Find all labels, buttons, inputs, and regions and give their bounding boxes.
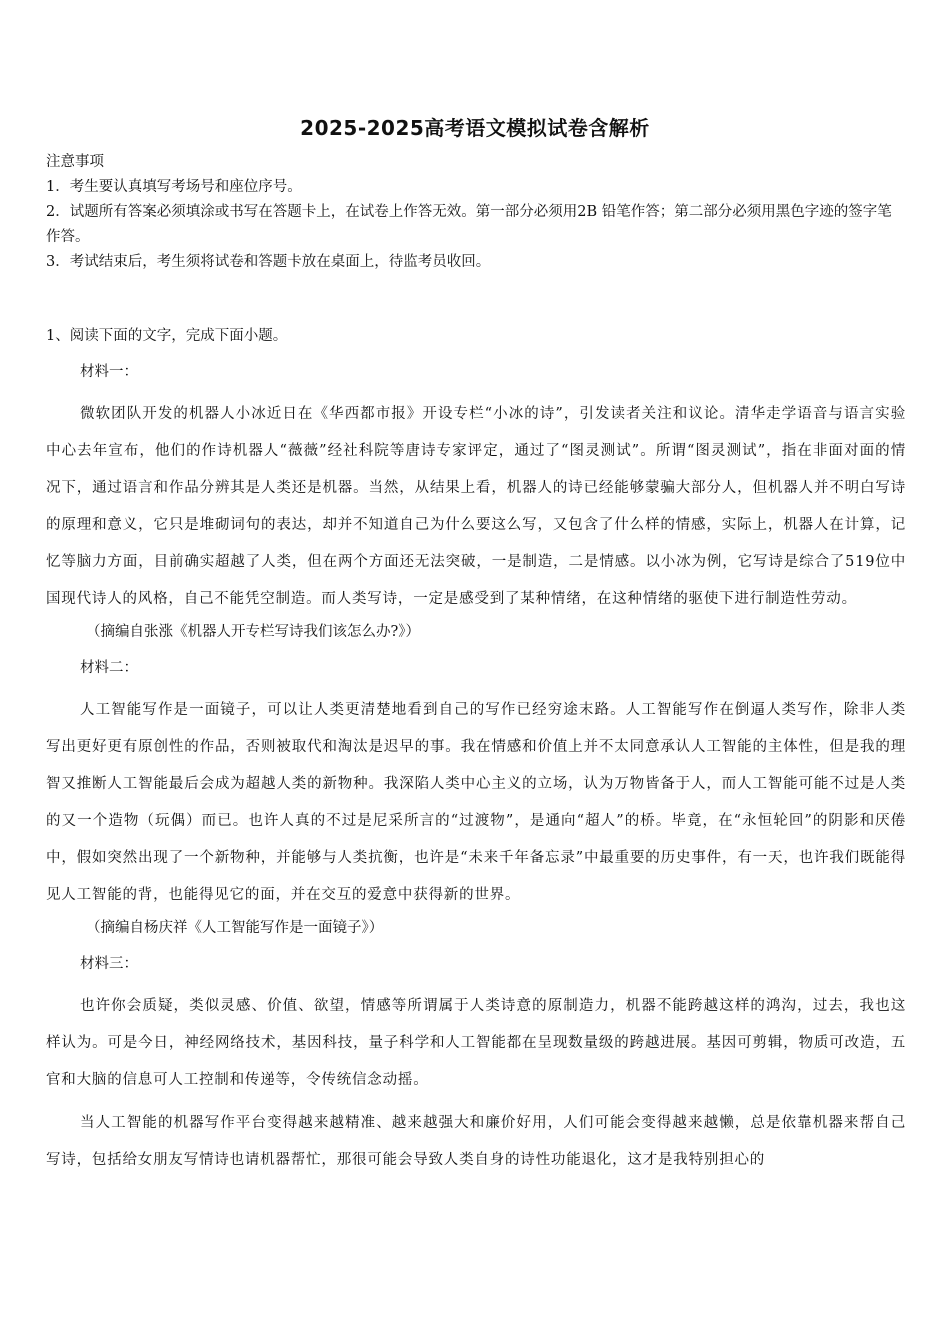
material-2-source: （摘编自杨庆祥《人工智能写作是一面镜子》） [86, 920, 384, 936]
question-intro: 1、阅读下面的文字，完成下面小题。 [46, 328, 288, 344]
notes-section [46, 150, 906, 275]
material-2-paragraph: 人工智能写作是一面镜子，可以让人类更清楚地看到自己的写作已经穷途末路。人工智能写作在倒逼人类写作，除非人类写出更好更有原创性的作品，否则被取代和淘汰是迟早的事。我在情感和价值上并不太同意承认人工智能的主体性，但是我的理智又推断人工智能最后会成为超越人类的新物种。我深陷人类中心主义的立场，认为万物皆备于人，而人工智能可能不过是人类的又一个造物（玩偶）而已。也许人真的不过是尼采所言的“过渡物”，是通向“超人”的桥。毕竟，在“永恒轮回”的阴影和厌倦中，假如突然出现了一个新物种，并能够与人类抗衡，也许是“未来千年备忘录”中最重要的历史事件，有一天，也许我们既能得见人工智能的背，也能得见它的面，并在交互的爱意中获得新的世界。 [46, 702, 906, 903]
material-1-source: （摘编自张涨《机器人开专栏写诗我们该怎么办?》） [86, 624, 421, 640]
material-3-paragraph: 当人工智能的机器写作平台变得越来越精准、越来越强大和廉价好用，人们可能会变得越来越懒，总是依靠机器来帮自己写诗，包括给女朋友写情诗也请机器帮忙，那很可能会导致人类自身的诗性功能退化，这才是我特别担心的 [46, 1115, 906, 1168]
material-3-paragraph: 也许你会质疑，类似灵感、价值、欲望，情感等所谓属于人类诗意的原制造力，机器不能跨越这样的鸿沟，过去，我也这样认为。可是今日，神经网络技术，基因科技，量子科学和人工智能都在呈现数量级的跨越进展。基因可剪辑，物质可改造，五官和大脑的信息可人工控制和传递等，令传统信念动摇。 [46, 998, 906, 1088]
page-title: 2025-2025高考语文模拟试卷含解析 [300, 116, 650, 140]
material-1-paragraph: 微软团队开发的机器人小冰近日在《华西都市报》开设专栏“小冰的诗”，引发读者关注和议论。清华走学语音与语言实验中心去年宣布，他们的作诗机器人“薇薇”经社科院等唐诗专家评定，通过了“图灵测试”。所谓“图灵测试”，指在非面对面的情况下，通过语言和作品分辨其是人类还是机器。当然，从结果上看，机器人的诗已经能够蒙骗大部分人，但机器人并不明白写诗的原理和意义，它只是堆砌词句的表达，却并不知道自己为什么要这么写，又包含了什么样的情感，实际上，机器人在计算，记忆等脑力方面，目前确实超越了人类，但在两个方面还无法突破，一是制造，二是情感。以小冰为例，它写诗是综合了519位中国现代诗人的风格，自己不能凭空制造。而人类写诗，一定是感受到了某种情绪，在这种情绪的驱使下进行制造性劳动。 [46, 406, 906, 607]
question-section [46, 324, 906, 1179]
material-1-label: 材料一： [80, 364, 138, 380]
notes-item: 3．考试结束后，考生须将试卷和答题卡放在桌面上，待监考员收回。 [46, 254, 491, 270]
material-3-label: 材料三： [80, 956, 138, 972]
material-2-label: 材料二： [80, 660, 138, 676]
notes-item: 2．试题所有答案必须填涂或书写在答题卡上，在试卷上作答无效。第一部分必须用2B 铅笔作答；第二部分必须用黑色字迹的签字笔作答。 [46, 204, 892, 245]
notes-heading: 注意事项 [46, 154, 104, 170]
notes-item: 1．考生要认真填写考场号和座位序号。 [46, 179, 302, 195]
